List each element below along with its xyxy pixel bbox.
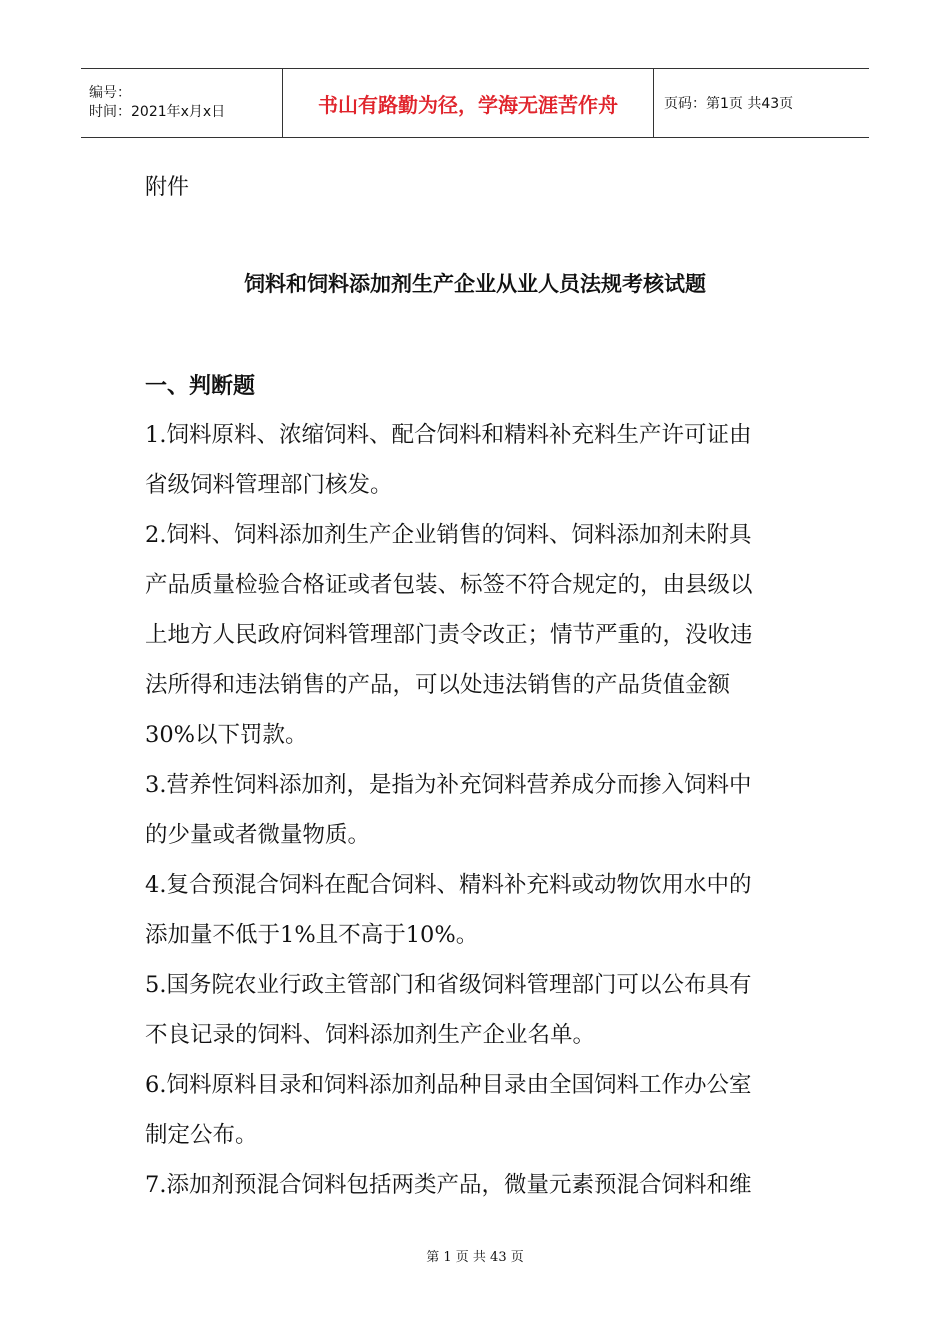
- text-line: 产品质量检验合格证或者包装、标签不符合规定的，由县级以: [145, 572, 753, 598]
- text-line: 不良记录的饲料、饲料添加剂生产企业名单。: [145, 1022, 596, 1048]
- text-line: 6.饲料原料目录和饲料添加剂品种目录由全国饲料工作办公室: [145, 1072, 752, 1098]
- text-line: 7.添加剂预混合饲料包括两类产品，微量元素预混合饲料和维: [145, 1172, 752, 1198]
- text-line: 制定公布。: [145, 1122, 258, 1148]
- number-label: 编号：: [89, 85, 131, 101]
- text-line: 2.饲料、饲料添加剂生产企业销售的饲料、饲料添加剂未附具: [145, 522, 752, 548]
- text-line: 省级饲料管理部门核发。: [145, 472, 393, 498]
- text-line: 30%以下罚款。: [145, 722, 308, 748]
- text-line: 法所得和违法销售的产品，可以处违法销售的产品货值金额: [145, 672, 731, 698]
- header-page-label: 页码：第1页 共43页: [664, 96, 794, 112]
- page-header: [81, 68, 869, 138]
- header-motto: 书山有路勤为径，学海无涯苦作舟: [282, 69, 654, 137]
- text-line: 的少量或者微量物质。: [145, 822, 371, 848]
- time-label: 时间：2021年x月x日: [89, 104, 226, 120]
- text-line: 3.营养性饲料添加剂，是指为补充饲料营养成分而掺入饲料中: [145, 772, 752, 798]
- page-footer: 第 1 页 共 43 页: [426, 1250, 524, 1265]
- document-title: 饲料和饲料添加剂生产企业从业人员法规考核试题: [244, 272, 706, 296]
- text-line: 5.国务院农业行政主管部门和省级饲料管理部门可以公布具有: [145, 972, 752, 998]
- section-title: 一、判断题: [145, 374, 256, 399]
- text-line: 4.复合预混合饲料在配合饲料、精料补充料或动物饮用水中的: [145, 872, 752, 898]
- text-line: 1.饲料原料、浓缩饲料、配合饲料和精料补充料生产许可证由: [145, 422, 752, 448]
- text-line: 添加量不低于1%且不高于10%。: [145, 922, 479, 948]
- text-line: 上地方人民政府饲料管理部门责令改正；情节严重的，没收违: [145, 622, 753, 648]
- attachment-label: 附件: [145, 175, 190, 200]
- question-list: [145, 410, 815, 1210]
- header-meta: [81, 69, 282, 137]
